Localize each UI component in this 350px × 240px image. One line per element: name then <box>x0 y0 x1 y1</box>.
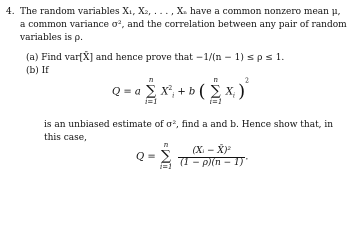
formula1-plus-b: + b <box>177 86 196 98</box>
formula1-sum-2-lower: i=1 <box>209 98 223 106</box>
formula1-x-sup: 2 <box>168 85 173 93</box>
formula1-open-paren: ( <box>198 81 206 102</box>
formula2-sum-lower: i=1 <box>159 163 173 171</box>
formula2-sum <box>160 143 172 171</box>
sigma-icon: ∑ <box>146 83 157 99</box>
formula2-numerator: (Xᵢ − X̄)² <box>178 146 245 158</box>
formula-q-result <box>136 143 248 171</box>
problem-line-1: The random variables X₁, X₂, . . . , Xₙ have a common nonzero mean μ, <box>20 7 341 17</box>
formula1-inner-sub: i <box>233 92 235 100</box>
part-b-text: (b) If <box>26 66 49 76</box>
formula-q-definition <box>112 78 249 106</box>
sigma-icon: ∑ <box>160 148 171 164</box>
after-q-line-2: this case, <box>44 133 87 143</box>
problem-number: 4. <box>6 7 15 17</box>
formula1-lhs: Q = a <box>112 86 141 98</box>
formula2-fraction <box>178 146 245 169</box>
formula1-x-term: X <box>161 86 169 98</box>
formula1-close-paren: ) <box>238 81 246 102</box>
part-a-text: (a) Find var[X̄] and hence prove that −1/(n − 1) ≤ ρ ≤ 1. <box>26 53 285 63</box>
problem-line-3: variables is ρ. <box>20 33 83 43</box>
formula2-sum-upper: n <box>163 141 169 149</box>
formula1-sum-1 <box>145 78 157 106</box>
formula1-sum-2-upper: n <box>213 76 218 84</box>
formula1-sum-2 <box>210 78 222 106</box>
formula1-sum-1-lower: i=1 <box>145 98 158 106</box>
formula1-x-sub: i <box>172 92 175 100</box>
formula2-lhs: Q = <box>136 151 156 163</box>
formula2-end: . <box>245 151 249 163</box>
formula1-inner: X <box>225 86 234 98</box>
formula1-outer-sup: 2 <box>245 77 249 85</box>
formula2-denominator: (1 − ρ)(n − 1) <box>180 157 244 168</box>
sigma-icon: ∑ <box>210 83 221 99</box>
formula1-sum-1-upper: n <box>148 76 154 84</box>
after-q-line-1: is an unbiased estimate of σ², find a and b. Hence show that, in <box>44 120 334 130</box>
problem-line-2: a common variance σ², and the correlation between any pair of random <box>20 20 347 30</box>
